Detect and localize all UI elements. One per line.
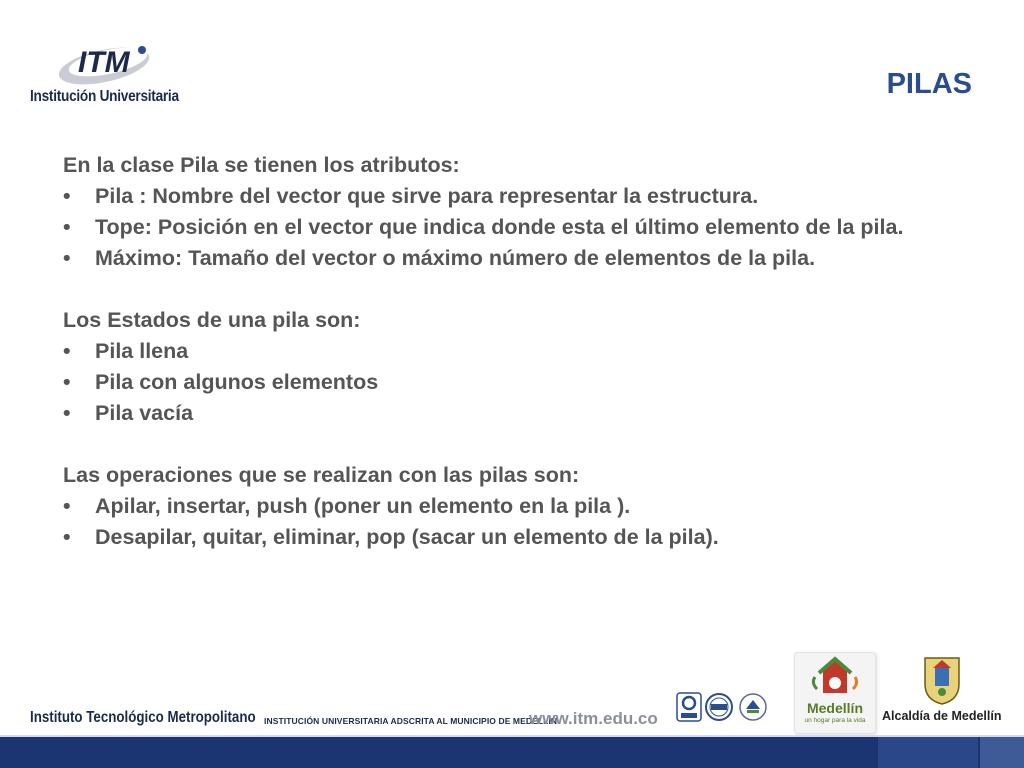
bottom-bar (0, 737, 1024, 768)
list-item-text: Pila con algunos elementos (95, 370, 379, 394)
section-operations (63, 460, 983, 553)
bullet-glyph: • (63, 494, 71, 518)
bottom-bar-segment (980, 737, 1024, 768)
list-item (63, 367, 983, 398)
medellin-house-icon (795, 653, 875, 701)
list-item-text: Apilar, insertar, push (poner un elemento en la pila ). (95, 494, 631, 518)
list-item-text: Pila : Nombre del vector que sirve para representar la estructura. (95, 184, 759, 208)
list-item (63, 181, 983, 212)
list-item (63, 336, 983, 367)
bullet-glyph: • (63, 215, 71, 239)
logo-text: ITM (78, 46, 130, 79)
alcaldia-label: Alcaldía de Medellín (882, 709, 1002, 723)
footer-adscrita: INSTITUCIÓN UNIVERSITARIA ADSCRITA AL MUNICIPIO DE MEDELLÍN (264, 716, 558, 726)
bottom-bar-segment (878, 737, 978, 768)
list-item-text: Desapilar, quitar, eliminar, pop (sacar un elemento de la pila). (95, 525, 719, 549)
footer-website: www.itm.edu.co (529, 709, 658, 728)
list-item-text: Pila vacía (95, 401, 194, 425)
bullet-list (63, 491, 983, 553)
bullet-glyph: • (63, 246, 71, 270)
bullet-glyph: • (63, 339, 71, 363)
list-item (63, 522, 983, 553)
list-item (63, 243, 983, 274)
section-heading: En la clase Pila se tienen los atributos: (63, 153, 460, 177)
bullet-glyph: • (63, 370, 71, 394)
medellin-tagline: un hogar para la vida (804, 717, 866, 724)
list-item-text: Máximo: Tamaño del vector o máximo número de elementos de la pila. (95, 246, 816, 270)
medellin-logo (794, 652, 876, 734)
medellin-word: Medellín (806, 700, 863, 716)
section-heading: Los Estados de una pila son: (63, 308, 361, 332)
accreditation-seal-icon (738, 692, 768, 722)
spacer (63, 274, 983, 305)
section-heading: Las operaciones que se realizan con las pilas son: (63, 463, 580, 487)
bullet-glyph: • (63, 184, 71, 208)
section-states (63, 305, 983, 429)
list-item (63, 398, 983, 429)
section-attributes (63, 150, 983, 274)
bullet-list (63, 336, 983, 429)
itm-logo (26, 36, 196, 116)
itm-logo-mark (56, 36, 166, 88)
list-item-text: Pila llena (95, 339, 189, 363)
medellin-coat-of-arms-icon (921, 654, 963, 706)
logo-subtitle: Institución Universitaria (30, 88, 179, 105)
bullet-list (63, 181, 983, 274)
certification-seal-icon (676, 692, 702, 722)
list-item (63, 491, 983, 522)
slide-body (63, 150, 983, 553)
list-item (63, 212, 983, 243)
bullet-glyph: • (63, 401, 71, 425)
spacer (63, 429, 983, 460)
iqnet-seal-icon (704, 692, 734, 722)
list-item-text: Tope: Posición en el vector que indica donde esta el último elemento de la pila. (95, 215, 904, 239)
bullet-glyph: • (63, 525, 71, 549)
footer-institute-name: Instituto Tecnológico Metropolitano (30, 709, 256, 726)
slide-title: PILAS (886, 68, 972, 100)
